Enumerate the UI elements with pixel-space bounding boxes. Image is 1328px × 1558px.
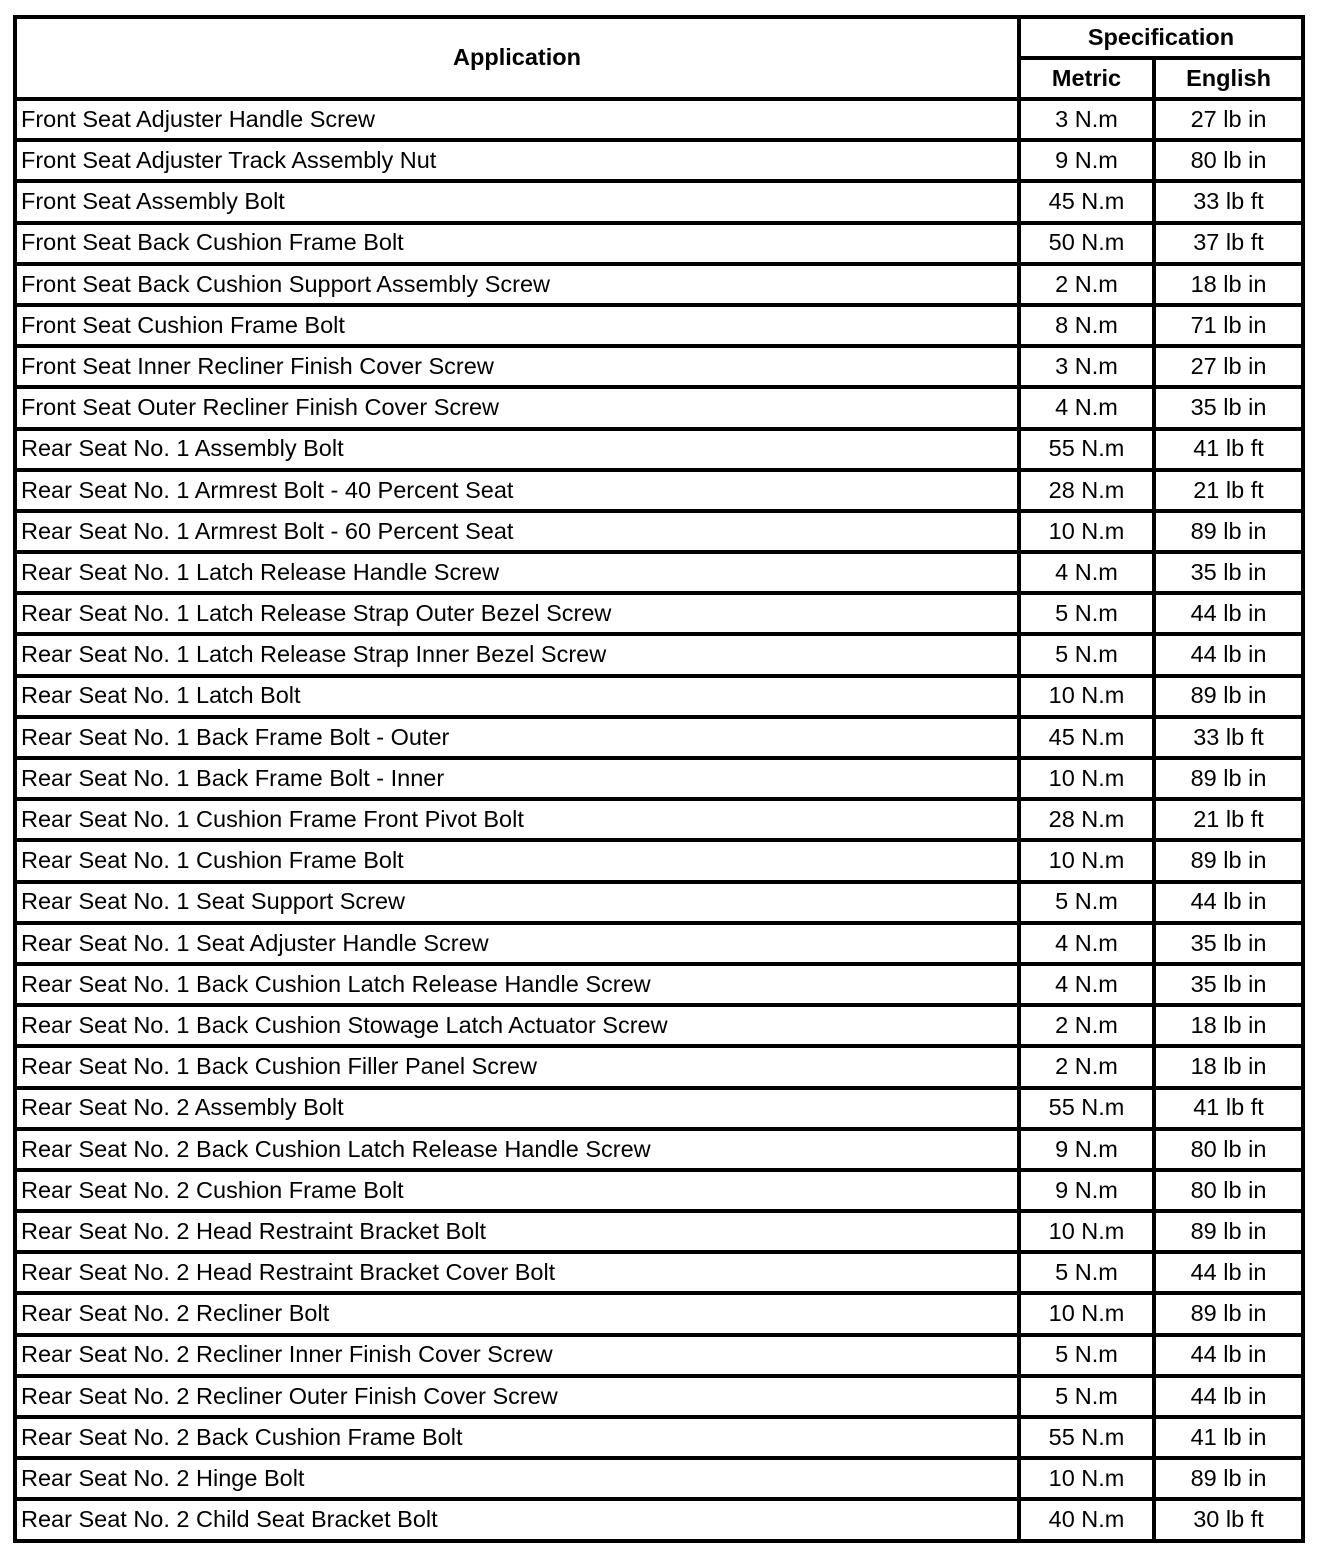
table-row	[15, 1129, 1303, 1170]
table-row	[15, 1046, 1303, 1087]
table-row	[15, 1170, 1303, 1211]
table-row	[15, 676, 1303, 717]
english-value-cell: 21 lb ft	[1154, 799, 1303, 840]
english-value-cell: 35 lb in	[1154, 964, 1303, 1005]
application-cell: Rear Seat No. 2 Recliner Outer Finish Cover Screw	[15, 1376, 1019, 1417]
application-cell: Front Seat Inner Recliner Finish Cover Screw	[15, 346, 1019, 387]
application-cell: Front Seat Assembly Bolt	[15, 181, 1019, 222]
application-cell: Rear Seat No. 2 Recliner Bolt	[15, 1293, 1019, 1334]
table-row	[15, 717, 1303, 758]
header-row-top	[15, 17, 1303, 58]
metric-value-cell: 9 N.m	[1019, 140, 1154, 181]
english-value-cell: 44 lb in	[1154, 882, 1303, 923]
application-cell: Rear Seat No. 1 Assembly Bolt	[15, 429, 1019, 470]
metric-value-cell: 8 N.m	[1019, 305, 1154, 346]
metric-value-cell: 4 N.m	[1019, 552, 1154, 593]
application-cell: Rear Seat No. 1 Latch Bolt	[15, 676, 1019, 717]
english-value-cell: 37 lb ft	[1154, 223, 1303, 264]
english-value-cell: 27 lb in	[1154, 346, 1303, 387]
application-cell: Rear Seat No. 1 Cushion Frame Front Pivot Bolt	[15, 799, 1019, 840]
fastener-spec-table	[13, 15, 1305, 1543]
english-value-cell: 89 lb in	[1154, 1293, 1303, 1334]
application-cell: Rear Seat No. 1 Back Frame Bolt - Outer	[15, 717, 1019, 758]
english-value-cell: 80 lb in	[1154, 1129, 1303, 1170]
table-row	[15, 305, 1303, 346]
english-value-cell: 71 lb in	[1154, 305, 1303, 346]
metric-value-cell: 10 N.m	[1019, 758, 1154, 799]
english-value-cell: 27 lb in	[1154, 99, 1303, 140]
application-header: Application	[15, 17, 1019, 99]
table-row	[15, 1252, 1303, 1293]
application-cell: Rear Seat No. 1 Seat Support Screw	[15, 882, 1019, 923]
table-row	[15, 1088, 1303, 1129]
metric-value-cell: 10 N.m	[1019, 511, 1154, 552]
table-row	[15, 346, 1303, 387]
application-cell: Rear Seat No. 2 Back Cushion Frame Bolt	[15, 1417, 1019, 1458]
metric-value-cell: 45 N.m	[1019, 717, 1154, 758]
table-body	[15, 99, 1303, 1541]
english-value-cell: 41 lb ft	[1154, 429, 1303, 470]
table-row	[15, 1211, 1303, 1252]
metric-value-cell: 45 N.m	[1019, 181, 1154, 222]
table-row	[15, 264, 1303, 305]
table-row	[15, 511, 1303, 552]
application-cell: Rear Seat No. 1 Latch Release Strap Inner Bezel Screw	[15, 634, 1019, 675]
english-value-cell: 18 lb in	[1154, 1046, 1303, 1087]
application-cell: Front Seat Adjuster Track Assembly Nut	[15, 140, 1019, 181]
metric-value-cell: 5 N.m	[1019, 1252, 1154, 1293]
table-header	[15, 17, 1303, 99]
table-row	[15, 1335, 1303, 1376]
metric-value-cell: 5 N.m	[1019, 634, 1154, 675]
application-cell: Rear Seat No. 2 Back Cushion Latch Release Handle Screw	[15, 1129, 1019, 1170]
english-value-cell: 35 lb in	[1154, 387, 1303, 428]
table-row	[15, 882, 1303, 923]
metric-value-cell: 2 N.m	[1019, 264, 1154, 305]
metric-value-cell: 55 N.m	[1019, 429, 1154, 470]
english-value-cell: 80 lb in	[1154, 1170, 1303, 1211]
metric-value-cell: 5 N.m	[1019, 882, 1154, 923]
application-cell: Front Seat Back Cushion Frame Bolt	[15, 223, 1019, 264]
english-value-cell: 41 lb in	[1154, 1417, 1303, 1458]
table-row	[15, 1417, 1303, 1458]
metric-value-cell: 10 N.m	[1019, 1293, 1154, 1334]
english-value-cell: 44 lb in	[1154, 1252, 1303, 1293]
application-cell: Rear Seat No. 2 Head Restraint Bracket Bolt	[15, 1211, 1019, 1252]
table-row	[15, 387, 1303, 428]
specification-header: Specification	[1019, 17, 1303, 58]
english-value-cell: 89 lb in	[1154, 511, 1303, 552]
english-value-cell: 44 lb in	[1154, 593, 1303, 634]
metric-value-cell: 5 N.m	[1019, 1335, 1154, 1376]
application-cell: Rear Seat No. 1 Back Cushion Filler Panel Screw	[15, 1046, 1019, 1087]
english-value-cell: 89 lb in	[1154, 1458, 1303, 1499]
application-cell: Rear Seat No. 2 Head Restraint Bracket Cover Bolt	[15, 1252, 1019, 1293]
table-row	[15, 634, 1303, 675]
english-value-cell: 44 lb in	[1154, 634, 1303, 675]
application-cell: Rear Seat No. 1 Latch Release Strap Outer Bezel Screw	[15, 593, 1019, 634]
table-row	[15, 1376, 1303, 1417]
application-cell: Front Seat Cushion Frame Bolt	[15, 305, 1019, 346]
table-row	[15, 840, 1303, 881]
table-row	[15, 552, 1303, 593]
metric-value-cell: 10 N.m	[1019, 1211, 1154, 1252]
table-row	[15, 1005, 1303, 1046]
english-value-cell: 41 lb ft	[1154, 1088, 1303, 1129]
english-value-cell: 18 lb in	[1154, 1005, 1303, 1046]
metric-value-cell: 3 N.m	[1019, 99, 1154, 140]
english-value-cell: 30 lb ft	[1154, 1499, 1303, 1540]
english-value-cell: 89 lb in	[1154, 840, 1303, 881]
application-cell: Rear Seat No. 1 Back Frame Bolt - Inner	[15, 758, 1019, 799]
application-cell: Rear Seat No. 2 Recliner Inner Finish Cover Screw	[15, 1335, 1019, 1376]
application-cell: Rear Seat No. 2 Child Seat Bracket Bolt	[15, 1499, 1019, 1540]
application-cell: Rear Seat No. 1 Latch Release Handle Screw	[15, 552, 1019, 593]
table-row	[15, 593, 1303, 634]
application-cell: Rear Seat No. 2 Assembly Bolt	[15, 1088, 1019, 1129]
table-row	[15, 923, 1303, 964]
english-value-cell: 35 lb in	[1154, 923, 1303, 964]
english-value-cell: 18 lb in	[1154, 264, 1303, 305]
table-row	[15, 99, 1303, 140]
metric-value-cell: 9 N.m	[1019, 1170, 1154, 1211]
english-value-cell: 33 lb ft	[1154, 181, 1303, 222]
metric-value-cell: 2 N.m	[1019, 1005, 1154, 1046]
metric-value-cell: 55 N.m	[1019, 1088, 1154, 1129]
metric-value-cell: 10 N.m	[1019, 676, 1154, 717]
english-value-cell: 21 lb ft	[1154, 470, 1303, 511]
application-cell: Front Seat Outer Recliner Finish Cover Screw	[15, 387, 1019, 428]
application-cell: Rear Seat No. 1 Armrest Bolt - 60 Percent Seat	[15, 511, 1019, 552]
application-cell: Rear Seat No. 1 Back Cushion Stowage Latch Actuator Screw	[15, 1005, 1019, 1046]
table-row	[15, 1499, 1303, 1540]
application-cell: Rear Seat No. 1 Back Cushion Latch Release Handle Screw	[15, 964, 1019, 1005]
english-value-cell: 44 lb in	[1154, 1376, 1303, 1417]
metric-value-cell: 4 N.m	[1019, 923, 1154, 964]
metric-value-cell: 4 N.m	[1019, 964, 1154, 1005]
application-cell: Rear Seat No. 1 Armrest Bolt - 40 Percent Seat	[15, 470, 1019, 511]
metric-value-cell: 9 N.m	[1019, 1129, 1154, 1170]
table-row	[15, 140, 1303, 181]
table-row	[15, 964, 1303, 1005]
table-row	[15, 799, 1303, 840]
table-row	[15, 1293, 1303, 1334]
metric-value-cell: 3 N.m	[1019, 346, 1154, 387]
english-header: English	[1154, 58, 1303, 99]
english-value-cell: 33 lb ft	[1154, 717, 1303, 758]
metric-value-cell: 55 N.m	[1019, 1417, 1154, 1458]
metric-value-cell: 5 N.m	[1019, 593, 1154, 634]
table-row	[15, 181, 1303, 222]
english-value-cell: 80 lb in	[1154, 140, 1303, 181]
application-cell: Front Seat Adjuster Handle Screw	[15, 99, 1019, 140]
metric-value-cell: 5 N.m	[1019, 1376, 1154, 1417]
table-row	[15, 1458, 1303, 1499]
english-value-cell: 89 lb in	[1154, 758, 1303, 799]
table-row	[15, 758, 1303, 799]
english-value-cell: 89 lb in	[1154, 676, 1303, 717]
metric-value-cell: 50 N.m	[1019, 223, 1154, 264]
metric-value-cell: 10 N.m	[1019, 840, 1154, 881]
table-row	[15, 223, 1303, 264]
english-value-cell: 89 lb in	[1154, 1211, 1303, 1252]
metric-value-cell: 28 N.m	[1019, 799, 1154, 840]
application-cell: Rear Seat No. 1 Seat Adjuster Handle Screw	[15, 923, 1019, 964]
metric-value-cell: 10 N.m	[1019, 1458, 1154, 1499]
metric-value-cell: 28 N.m	[1019, 470, 1154, 511]
metric-value-cell: 2 N.m	[1019, 1046, 1154, 1087]
application-cell: Rear Seat No. 2 Cushion Frame Bolt	[15, 1170, 1019, 1211]
english-value-cell: 44 lb in	[1154, 1335, 1303, 1376]
application-cell: Rear Seat No. 1 Cushion Frame Bolt	[15, 840, 1019, 881]
application-cell: Rear Seat No. 2 Hinge Bolt	[15, 1458, 1019, 1499]
table-row	[15, 429, 1303, 470]
metric-value-cell: 40 N.m	[1019, 1499, 1154, 1540]
english-value-cell: 35 lb in	[1154, 552, 1303, 593]
metric-value-cell: 4 N.m	[1019, 387, 1154, 428]
application-cell: Front Seat Back Cushion Support Assembly Screw	[15, 264, 1019, 305]
metric-header: Metric	[1019, 58, 1154, 99]
table-row	[15, 470, 1303, 511]
